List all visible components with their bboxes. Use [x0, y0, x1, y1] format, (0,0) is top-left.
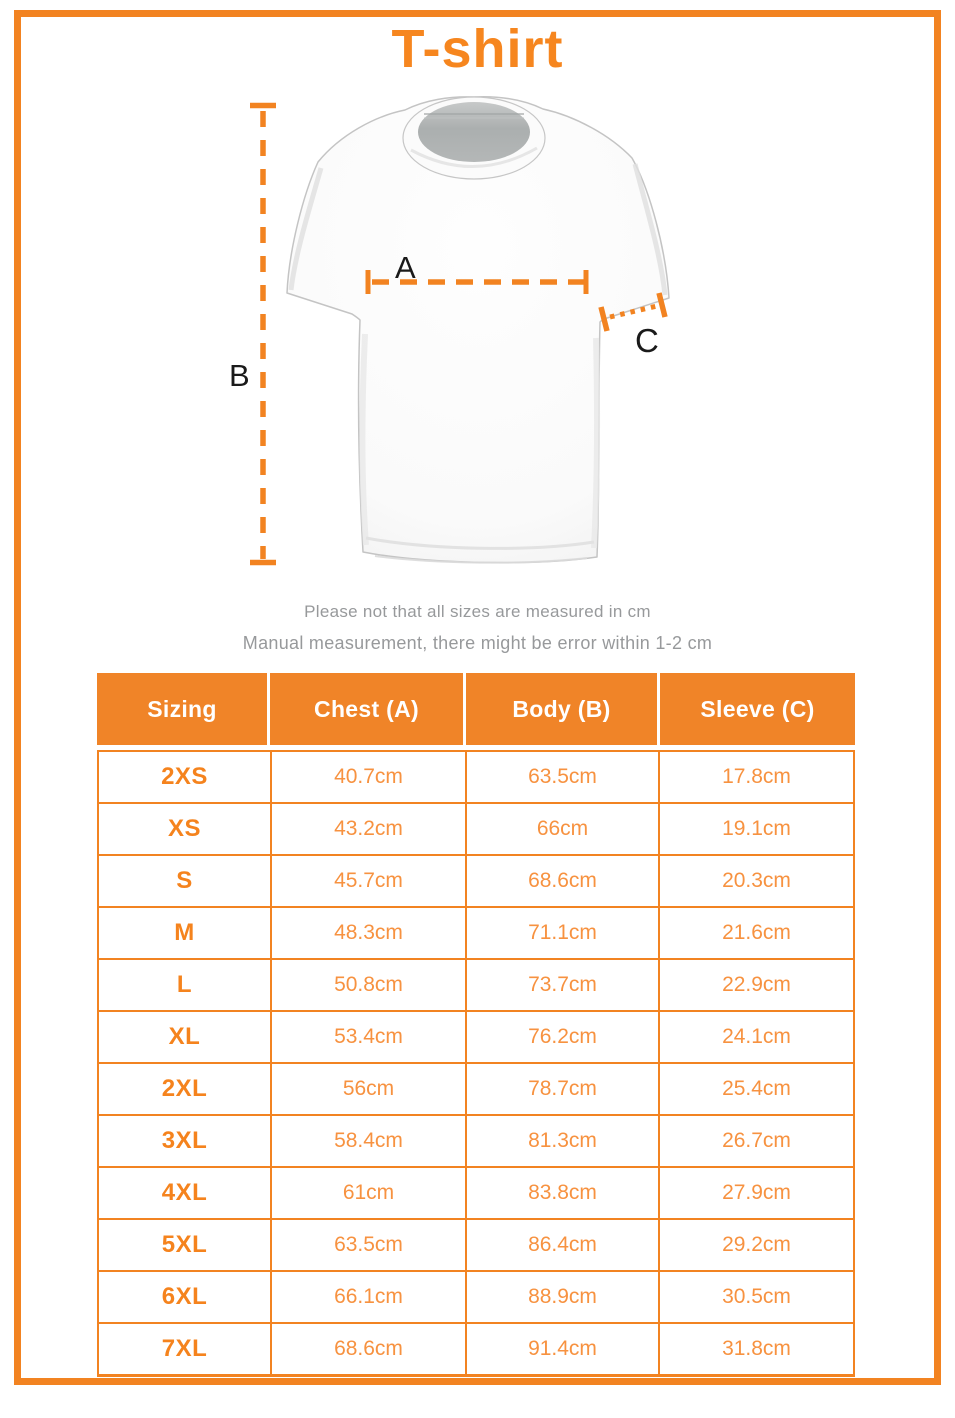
sleeve-value: 19.1cm — [658, 804, 853, 854]
sleeve-value: 24.1cm — [658, 1012, 853, 1062]
label-chest-a: A — [395, 250, 416, 285]
body-value: 71.1cm — [465, 908, 658, 958]
table-row — [99, 906, 853, 958]
sleeve-value: 27.9cm — [658, 1168, 853, 1218]
body-value: 91.4cm — [465, 1324, 658, 1374]
sleeve-value: 31.8cm — [658, 1324, 853, 1374]
table-row — [99, 1114, 853, 1166]
body-value: 86.4cm — [465, 1220, 658, 1270]
table-row — [99, 854, 853, 906]
note-units: Please not that all sizes are measured in cm — [304, 602, 651, 621]
size-label: 5XL — [161, 1231, 208, 1258]
body-value: 88.9cm — [465, 1272, 658, 1322]
body-value: 83.8cm — [465, 1168, 658, 1218]
tshirt-collar — [403, 97, 545, 179]
size-label: 3XL — [161, 1127, 208, 1154]
chest-value: 66.1cm — [270, 1272, 465, 1322]
tshirt-illustration — [225, 90, 695, 605]
chest-value: 48.3cm — [270, 908, 465, 958]
table-header — [97, 673, 855, 745]
chest-value: 63.5cm — [270, 1220, 465, 1270]
table-row — [99, 1062, 853, 1114]
body-value: 76.2cm — [465, 1012, 658, 1062]
header-chest: Chest (A) — [270, 673, 463, 745]
sleeve-value: 29.2cm — [658, 1220, 853, 1270]
table-row — [99, 752, 853, 802]
table-row — [99, 1322, 853, 1374]
size-label: L — [176, 971, 193, 998]
sleeve-value: 17.8cm — [658, 752, 853, 802]
body-value: 63.5cm — [465, 752, 658, 802]
sleeve-value: 25.4cm — [658, 1064, 853, 1114]
sleeve-value: 26.7cm — [658, 1116, 853, 1166]
size-label: 2XS — [161, 763, 208, 790]
chest-value: 53.4cm — [270, 1012, 465, 1062]
chest-value: 56cm — [270, 1064, 465, 1114]
header-sleeve: Sleeve (C) — [660, 673, 855, 745]
table-row — [99, 1010, 853, 1062]
chest-value: 68.6cm — [270, 1324, 465, 1374]
size-label: 2XL — [161, 1075, 208, 1102]
header-sizing: Sizing — [97, 673, 267, 745]
note-tolerance: Manual measurement, there might be error within 1-2 cm — [242, 633, 713, 653]
body-value: 73.7cm — [465, 960, 658, 1010]
table-row — [99, 958, 853, 1010]
chest-value: 61cm — [270, 1168, 465, 1218]
body-value: 68.6cm — [465, 856, 658, 906]
size-label: 7XL — [161, 1335, 208, 1362]
table-row — [99, 1270, 853, 1322]
sleeve-value: 20.3cm — [658, 856, 853, 906]
label-sleeve-c: C — [635, 322, 659, 359]
body-value: 81.3cm — [465, 1116, 658, 1166]
chest-value: 58.4cm — [270, 1116, 465, 1166]
label-body-b: B — [229, 358, 250, 393]
body-length-measure-line — [250, 106, 276, 563]
body-value: 78.7cm — [465, 1064, 658, 1114]
page-title: T-shirt — [391, 19, 564, 79]
table-row — [99, 1218, 853, 1270]
sleeve-value: 21.6cm — [658, 908, 853, 958]
size-label: 6XL — [161, 1283, 208, 1310]
size-label: M — [174, 919, 195, 946]
chest-value: 45.7cm — [270, 856, 465, 906]
table-row — [99, 802, 853, 854]
tshirt-diagram — [225, 90, 695, 605]
sleeve-value: 30.5cm — [658, 1272, 853, 1322]
size-label: S — [176, 867, 193, 894]
table-row — [99, 1166, 853, 1218]
size-label: XL — [168, 1023, 201, 1050]
size-label: XS — [167, 815, 201, 842]
body-value: 66cm — [465, 804, 658, 854]
chest-value: 40.7cm — [270, 752, 465, 802]
chest-value: 43.2cm — [270, 804, 465, 854]
chest-value: 50.8cm — [270, 960, 465, 1010]
header-body: Body (B) — [466, 673, 657, 745]
sleeve-value: 22.9cm — [658, 960, 853, 1010]
size-label: 4XL — [161, 1179, 208, 1206]
table-body — [97, 750, 855, 1377]
